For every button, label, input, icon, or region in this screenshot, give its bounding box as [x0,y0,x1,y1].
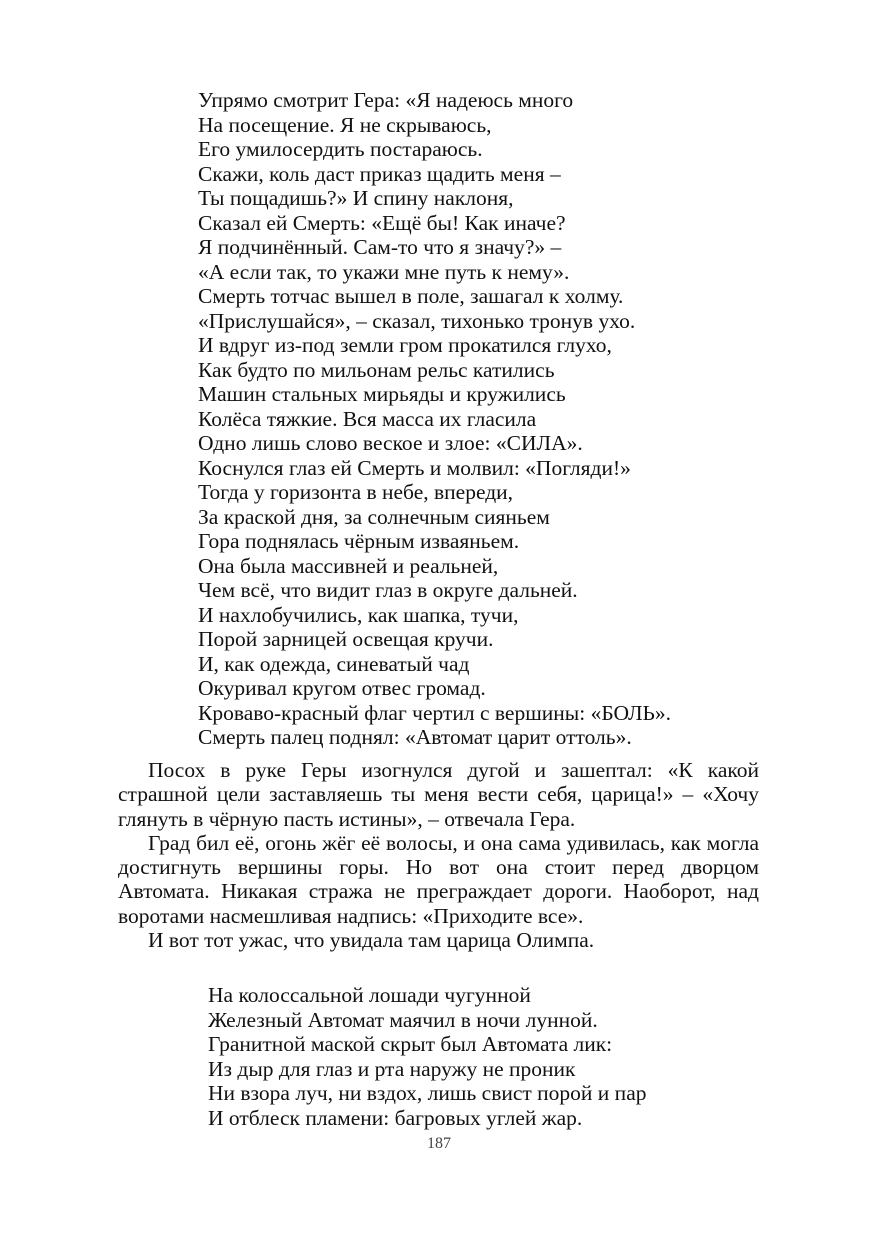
verse-line: Скажи, коль даст приказ щадить меня – [198,161,561,186]
verse-block-2 [208,983,808,1130]
prose-paragraph: Град бил её, огонь жёг её волосы, и она сама удивилась, как могла достигнуть вершины горы. Но вот она стоит перед дворцом Автомата. Никакая стража не преграждает дороги. Наоборот, над воротами насмешливая надпись: «Приходите все». [118,830,759,928]
verse-line: Смерть палец поднял: «Автомат царит оттоль». [198,725,632,749]
page-number: 187 [427,1135,451,1152]
verse-line: «Прислушайся», – сказал, тихонько тронув ухо. [198,308,636,333]
verse-line: Коснулся глаз ей Смерть и молвил: «Погляди!» [198,455,631,480]
prose-paragraph: Посох в руке Геры изогнулся дугой и зашептал: «К какой страшной цели заставляешь ты меня вести себя, царица!» – «Хочу глянуть в чёрную пасть истины», – отвечала Гера. [118,758,759,831]
verse-line: Ты пощадишь?» И спину наклоня, [198,186,514,210]
verse-line: Она была массивней и реальней, [198,553,499,578]
verse-line: Я подчинённый. Сам-то что я значу?» – [198,235,562,259]
verse-line: Железный Автомат маячил в ночи лунной. [208,1007,598,1032]
verse-line: Тогда у горизонта в небе, впереди, [198,480,514,504]
verse-line: Упрямо смотрит Гера: «Я надеюсь много [198,88,574,112]
prose-paragraph: И вот тот ужас, что увидала там царица Олимпа. [148,928,595,953]
verse-line: Смерть тотчас вышел в поле, зашагал к холму. [198,284,624,308]
verse-line: Из дыр для глаз и рта наружу не проник [208,1056,576,1081]
verse-line: Порой зарницей освещая кручи. [198,627,494,651]
verse-line: Ни взора луч, ни вздох, лишь свист порой и пар [208,1081,647,1105]
verse-line: Колёса тяжкие. Вся масса их гласила [198,406,537,431]
verse-line: Его умилосердить постараюсь. [198,137,483,161]
verse-line: Чем всё, что видит глаз в округе дальней. [198,578,578,602]
verse-line: И отблеск пламени: багровых углей жар. [208,1105,583,1130]
verse-line: Гора поднялась чёрным изваяньем. [198,529,520,553]
verse-line: На колоссальной лошади чугунной [208,983,531,1007]
verse-line: И нахлобучились, как шапка, тучи, [198,602,519,627]
verse-line: Одно лишь слово веское и злое: «СИЛА». [198,431,583,455]
prose-block [118,758,759,952]
verse-line: Кроваво-красный флаг чертил с вершины: «БОЛЬ». [198,700,672,725]
verse-line: Окуривал кругом отвес громад. [198,676,486,700]
verse-line: «А если так, то укажи мне путь к нему». [198,259,570,284]
verse-line: Сказал ей Смерть: «Ещё бы! Как иначе? [198,210,566,235]
verse-line: Машин стальных мирьяды и кружились [198,382,566,406]
verse-line: Гранитной маской скрыт был Автомата лик: [208,1032,613,1056]
verse-line: За краской дня, за солнечным сияньем [198,504,550,529]
verse-line: На посещение. Я не скрываюсь, [198,112,492,137]
verse-line: И, как одежда, синеватый чад [198,651,470,676]
verse-block-1 [198,88,798,750]
verse-line: Как будто по мильонам рельс катились [198,357,555,382]
verse-line: И вдруг из-под земли гром прокатился глухо, [198,333,612,357]
